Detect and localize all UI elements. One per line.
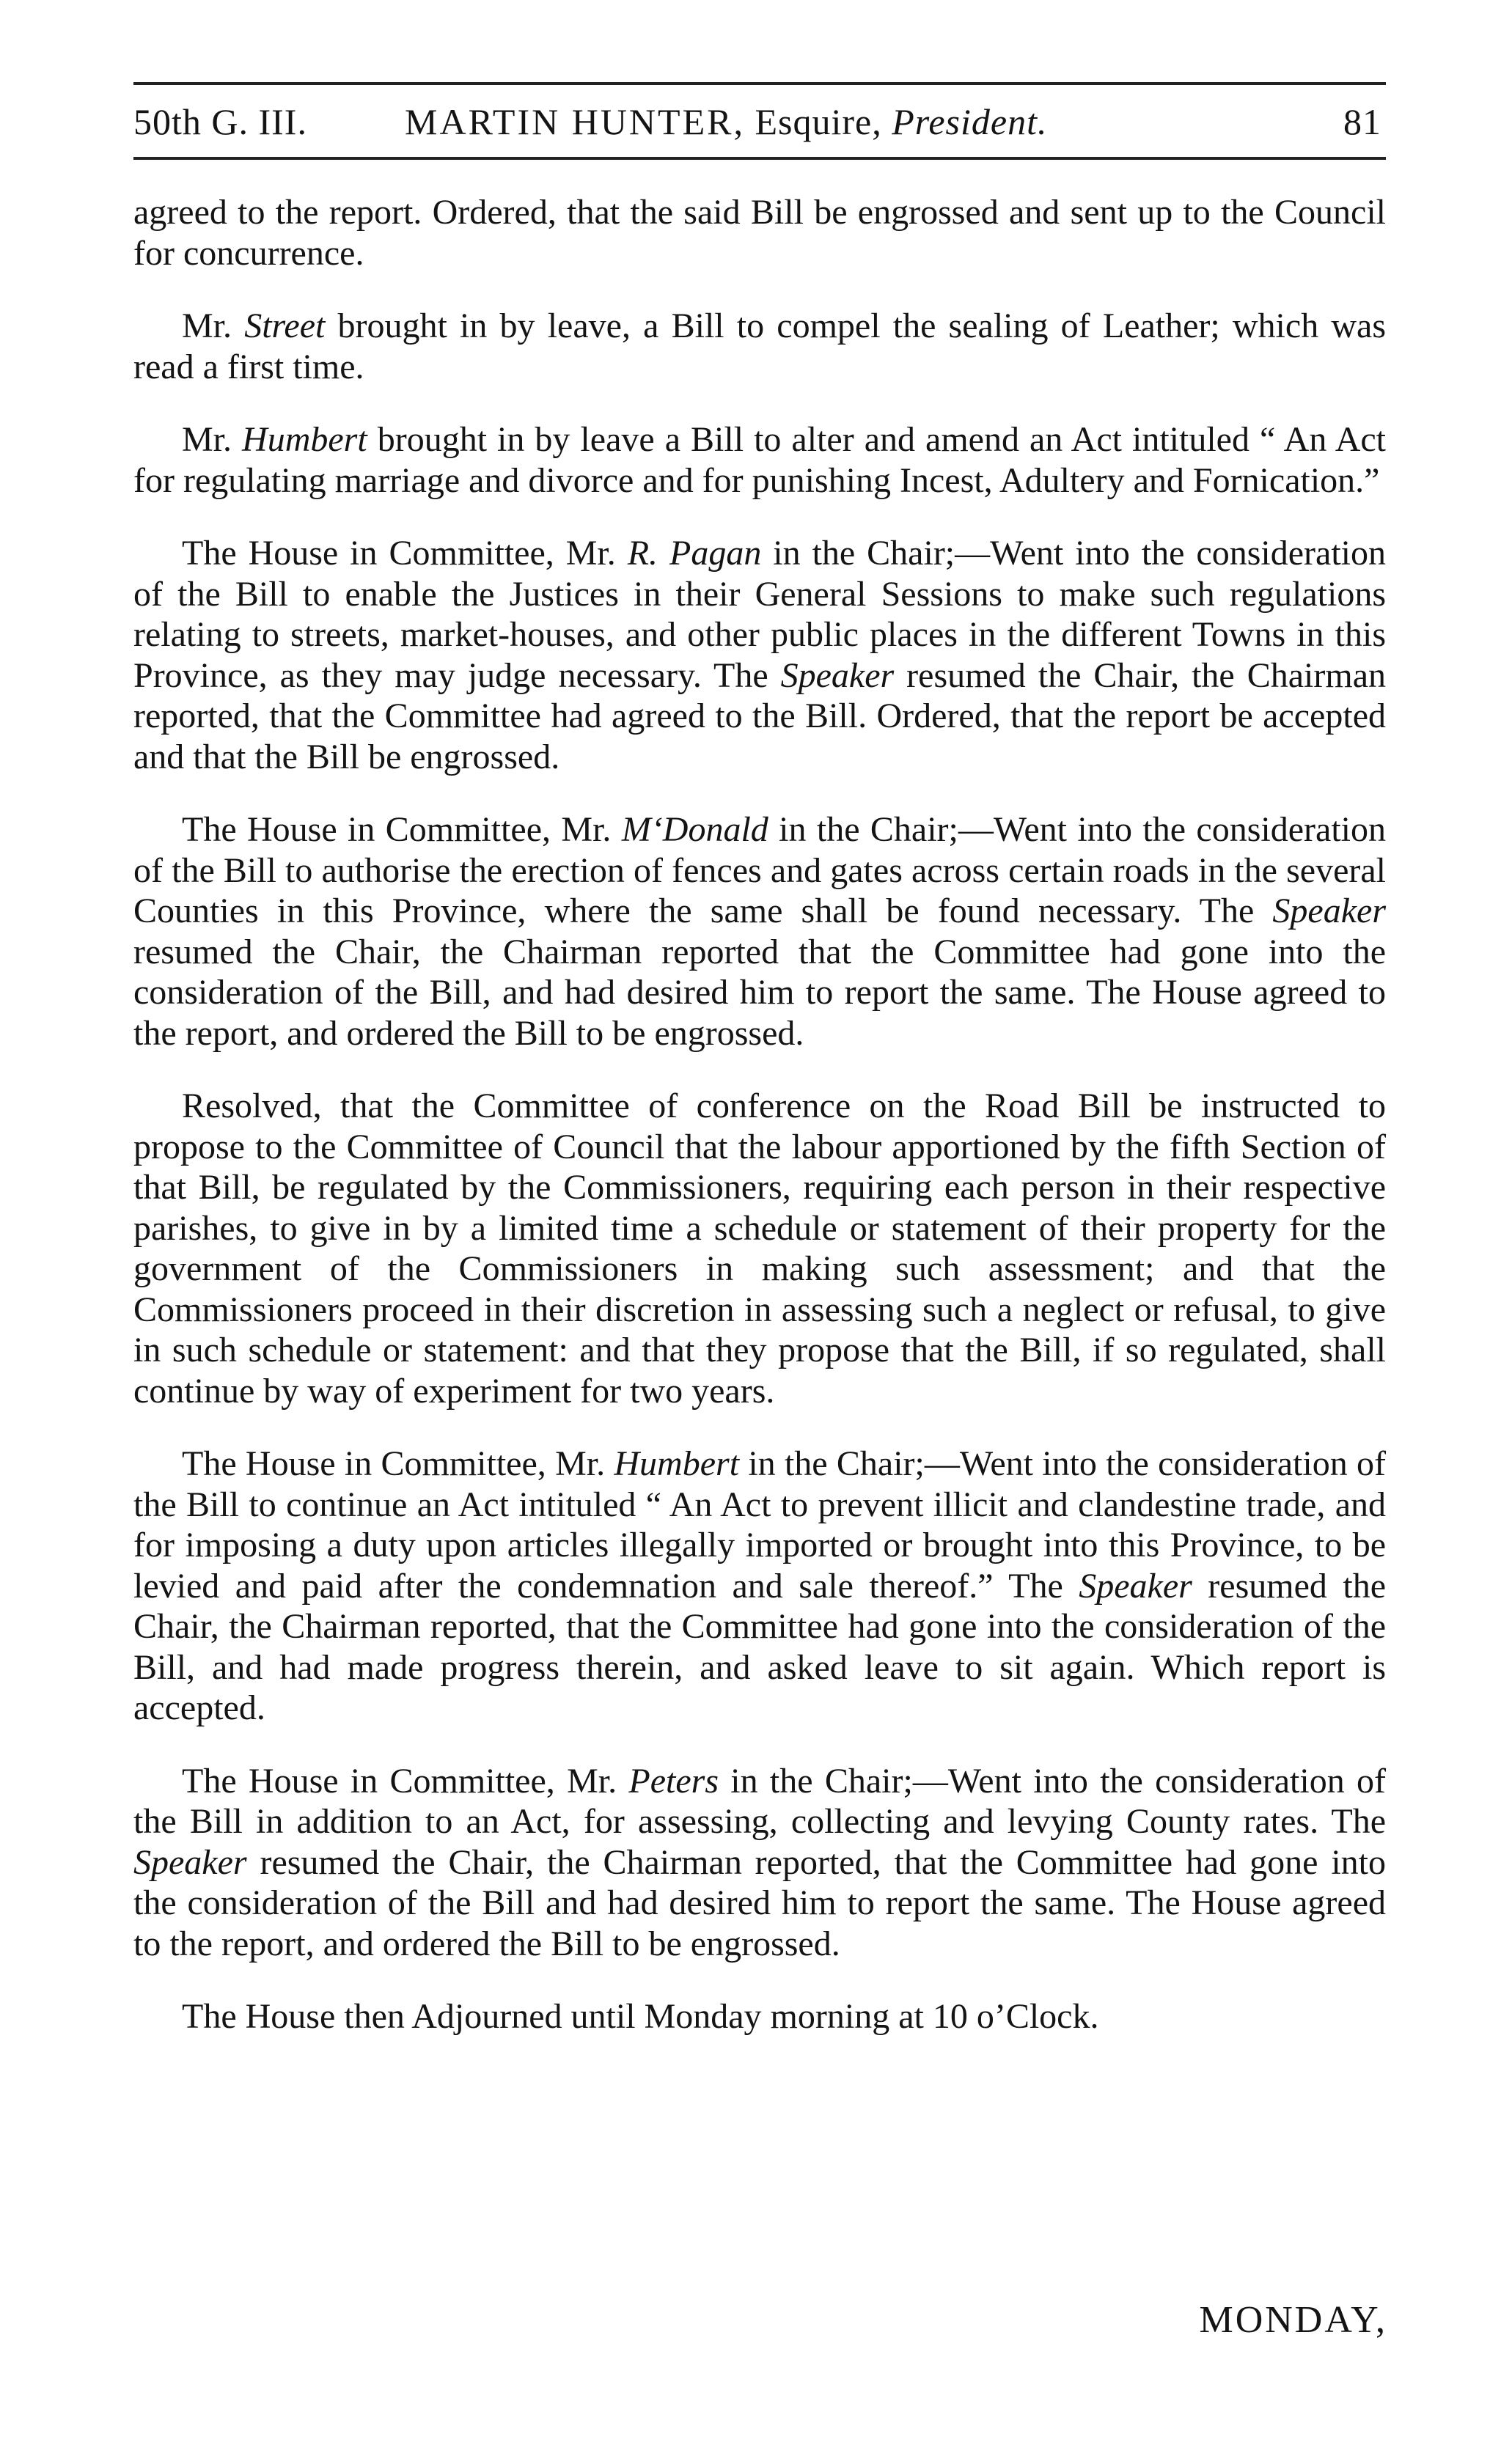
paragraph-text: The House in Committee, Mr. <box>182 534 628 573</box>
paragraph-text: resumed the Chair, the Chairman reported, that the Committee had agreed to the Bill. Ordered, that the report be accepted and that the Bill be engrossed. <box>133 655 1387 776</box>
header-rule <box>133 157 1386 160</box>
italic-name: Peters <box>628 1761 719 1801</box>
journal-paragraph <box>133 306 1386 387</box>
paragraph-text: in the Chair;—Went into the consideration of the Bill to enable the Justices in their General Sessions to make such regulations relating to streets, market-houses, and other public places in the different Towns in this Province, as they may judge necessary. The <box>133 534 1387 695</box>
paragraph-text: in the Chair;—Went into the consideration of the Bill to authorise the erection of fences and gates across certain roads in the several Counties in this Province, where the same shall be found necessary. The <box>133 810 1386 930</box>
paragraph-text: Resolved, that the Committee of conference on the Road Bill be instructed to propose to the Committee of Council that the labour apportioned by the fifth Section of that Bill, be regulated by the Commissioners, requiring each person in their respective parishes, to give in by a limited time a schedule or statement of their property for the government of the Commissioners in making such assessment; and that the Commissioners proceed in their discretion in assessing such a neglect or refusal, to give in such schedule or statement: and that they propose that the Bill, if so regulated, shall continue by way of experiment for two years. <box>133 1086 1386 1411</box>
journal-paragraph <box>133 1996 1386 2037</box>
paragraph-text: in the Chair;—Went into the consideration of the Bill in addition to an Act, for assessing, collecting and levying County rates. The <box>133 1761 1386 1841</box>
journal-paragraph <box>133 1761 1386 1965</box>
journal-paragraph <box>133 419 1386 501</box>
paragraph-text: Mr. <box>182 420 243 459</box>
journal-paragraph <box>133 809 1386 1053</box>
paragraph-text: agreed to the report. Ordered, that the said Bill be engrossed and sent up to the Council for concurrence. <box>133 193 1386 273</box>
journal-paragraph <box>133 533 1386 777</box>
paragraph-text: Mr. <box>182 306 245 345</box>
journal-paragraph <box>133 1086 1386 1411</box>
session-label: 50th G. III. <box>133 101 307 142</box>
italic-name: Speaker <box>1079 1566 1192 1606</box>
paragraph-text: in the Chair;—Went into the consideration of the Bill to continue an Act intituled “ An Act to prevent illicit and clandestine trade, and for imposing a duty upon articles illegally imported or brought into this Province, to be levied and paid after the condemnation and sale thereof.” The <box>133 1444 1386 1606</box>
paragraph-text: resumed the Chair, the Chairman reported, that the Committee had gone into the consideration of the Bill and had desired him to report the same. The House agreed to the report, and ordered the Bill to be engrossed. <box>133 1842 1386 1963</box>
president-name: MARTIN HUNTER, <box>405 101 745 142</box>
italic-name: Speaker <box>1272 891 1386 930</box>
italic-name: Speaker <box>780 655 895 695</box>
italic-name: Street <box>244 306 326 345</box>
italic-name: Humbert <box>242 420 367 459</box>
paragraph-text: The House in Committee, Mr. <box>182 810 622 849</box>
paragraph-text: brought in by leave, a Bill to compel the sealing of Leather; which was read a first time. <box>133 306 1387 386</box>
president-honorific: Esquire, <box>744 101 892 142</box>
page-number: 81 <box>1343 101 1381 142</box>
italic-name: Speaker <box>133 1842 247 1882</box>
catchword: MONDAY, <box>1199 2299 1387 2341</box>
paragraph-text: resumed the Chair, the Chairman reported that the Committee had gone into the consideration of the Bill, and had desired him to report the same. The House agreed to the report, and ordered the Bill to be engrossed. <box>133 932 1386 1053</box>
paragraph-text: The House in Committee, Mr. <box>182 1761 629 1801</box>
journal-paragraph <box>133 1444 1386 1729</box>
paragraph-text: The House in Committee, Mr. <box>182 1444 614 1483</box>
italic-name: Humbert <box>614 1444 740 1483</box>
italic-name: M‘Donald <box>621 810 768 849</box>
top-rule <box>133 82 1386 85</box>
running-head <box>133 92 1386 151</box>
paragraph-text: The House then Adjourned until Monday morning at 10 o’Clock. <box>182 1997 1099 2036</box>
journal-paragraph <box>133 192 1386 273</box>
paragraph-text: resumed the Chair, the Chairman reported, that the Committee had gone into the consideration of the Bill, and had made progress therein, and asked leave to sit again. Which report is accepted. <box>133 1566 1387 1727</box>
paragraph-text: brought in by leave a Bill to alter and amend an Act intituled “ An Act for regulating marriage and divorce and for punishing Incest, Adultery and Fornication.” <box>133 420 1387 500</box>
running-title <box>405 92 1048 151</box>
italic-name: R. Pagan <box>627 534 762 573</box>
journal-body <box>133 192 1386 2037</box>
president-title: President. <box>892 101 1048 142</box>
